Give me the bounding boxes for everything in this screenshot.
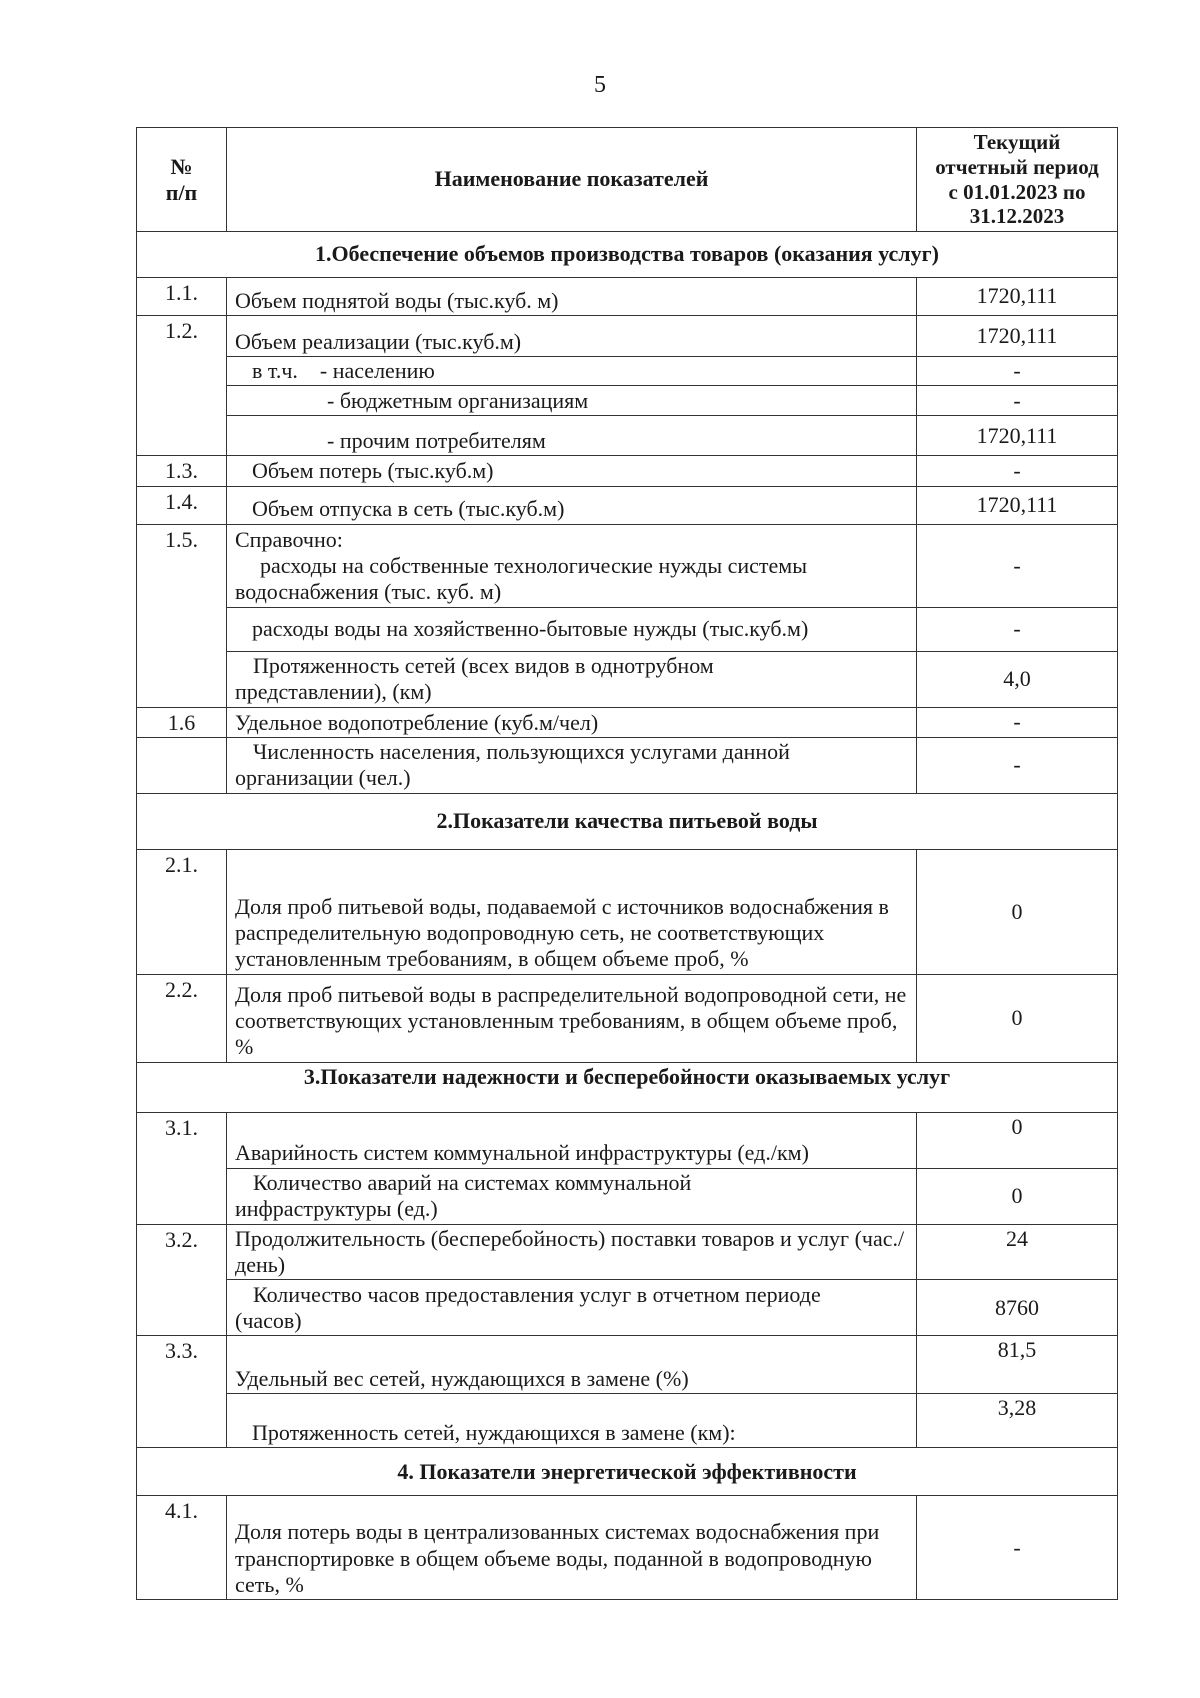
table-row	[137, 849, 1118, 974]
row-value: 8760	[917, 1280, 1118, 1336]
table-row	[137, 707, 1118, 737]
row-value: 1720,111	[917, 416, 1118, 456]
row-value: -	[917, 456, 1118, 486]
row-name-line1: Количество аварий на системах коммунальной	[253, 1169, 692, 1195]
row-name: Доля проб питьевой воды в распределительной водопроводной сети, не соответствующих установленным требованиям, в общем объеме проб, %	[227, 974, 917, 1062]
table-row	[137, 974, 1118, 1062]
table-row	[137, 524, 1118, 607]
row-num-empty	[137, 737, 227, 793]
table-row	[137, 416, 1118, 456]
table-row	[137, 1112, 1118, 1168]
header-value	[917, 128, 1118, 232]
row-num: 4.1.	[137, 1496, 227, 1600]
row-value: -	[917, 737, 1118, 793]
section-title: 2.Показатели качества питьевой воды	[137, 793, 1118, 849]
row-name	[227, 737, 917, 793]
row-name: Протяженность сетей, нуждающихся в замене (км):	[227, 1394, 917, 1448]
row-num: 2.1.	[137, 849, 227, 974]
row-num: 1.2.	[137, 316, 227, 456]
table-row	[137, 386, 1118, 416]
row-name: Продолжительность (бесперебойность) поставки товаров и услуг (час./день)	[227, 1224, 917, 1280]
row-name	[227, 1168, 917, 1224]
row-num: 2.2.	[137, 974, 227, 1062]
row-name-line2: (часов)	[235, 1307, 302, 1333]
row-num: 1.3.	[137, 456, 227, 486]
row-value: -	[917, 607, 1118, 651]
row-name-line2: представлении), (км)	[235, 679, 432, 705]
row-value: -	[917, 386, 1118, 416]
row-name: Доля потерь воды в централизованных системах водоснабжения при транспортировке в общем объеме воды, поданной в водопроводную сеть, %	[227, 1496, 917, 1600]
row-name: Объем поднятой воды (тыс.куб. м)	[227, 278, 917, 316]
table-row	[137, 278, 1118, 316]
row-value: -	[917, 1496, 1118, 1600]
row-name: Удельное водопотребление (куб.м/чел)	[227, 707, 917, 737]
section-title: 4. Показатели энергетической эффективности	[137, 1448, 1118, 1496]
table-row	[137, 357, 1118, 386]
row-value: 1720,111	[917, 486, 1118, 524]
row-name: Объем реализации (тыс.куб.м)	[227, 316, 917, 357]
row-value: 1720,111	[917, 316, 1118, 357]
row-num: 3.3.	[137, 1336, 227, 1448]
row-name: - бюджетным организациям	[227, 386, 917, 416]
row-name	[227, 524, 917, 607]
row-value: 1720,111	[917, 278, 1118, 316]
row-name: расходы воды на хозяйственно-бытовые нужды (тыс.куб.м)	[227, 607, 917, 651]
section-title: 3.Показатели надежности и бесперебойности оказываемых услуг	[137, 1062, 1118, 1112]
row-name: - прочим потребителям	[227, 416, 917, 456]
row-name: Объем потерь (тыс.куб.м)	[227, 456, 917, 486]
table-row	[137, 1336, 1118, 1394]
row-value: 3,28	[917, 1394, 1118, 1448]
section-title: 1.Обеспечение объемов производства товаров (оказания услуг)	[137, 232, 1118, 278]
table-row	[137, 737, 1118, 793]
row-name-line1: расходы на собственные технологические нужды системы	[260, 553, 807, 578]
row-name-line1: Численность населения, пользующихся услугами данной	[253, 738, 790, 764]
table-row	[137, 1168, 1118, 1224]
row-name: в т.ч. - населению	[227, 357, 917, 386]
page-number: 5	[594, 72, 606, 98]
row-num: 1.4.	[137, 486, 227, 524]
row-name	[227, 651, 917, 707]
row-name-line2: водоснабжения (тыс. куб. м)	[235, 579, 502, 605]
row-num: 3.1.	[137, 1112, 227, 1224]
row-name: Аварийность систем коммунальной инфраструктуры (ед./км)	[227, 1112, 917, 1168]
header-num-text: № п/п	[165, 153, 198, 205]
header-value-text: Текущий отчетный период с 01.01.2023 по 31.12.2023	[935, 129, 1099, 229]
row-value: 4,0	[917, 651, 1118, 707]
reference-label: Справочно:	[235, 526, 343, 552]
table-row	[137, 1496, 1118, 1600]
row-name: Объем отпуска в сеть (тыс.куб.м)	[227, 486, 917, 524]
row-name-line1: Протяженность сетей (всех видов в однотрубном	[253, 652, 714, 678]
header-name: Наименование показателей	[227, 128, 917, 232]
row-value: -	[917, 357, 1118, 386]
row-num: 1.5.	[137, 524, 227, 707]
row-value: -	[917, 524, 1118, 607]
row-value: 0	[917, 1112, 1118, 1168]
row-name-line2: организации (чел.)	[235, 765, 411, 791]
row-name	[227, 1280, 917, 1336]
row-name-line1: Количество часов предоставления услуг в отчетном периоде	[253, 1281, 821, 1307]
table-row	[137, 1394, 1118, 1448]
indicators-table	[136, 127, 1118, 1600]
table-header-row	[137, 128, 1118, 232]
section-row	[137, 1448, 1118, 1496]
row-num: 3.2.	[137, 1224, 227, 1336]
row-name: Доля проб питьевой воды, подаваемой с источников водоснабжения в распределительную водопроводную сеть, не соответствующих установленным требованиям, в общем объеме проб, %	[227, 849, 917, 974]
row-num: 1.6	[137, 707, 227, 737]
row-value: -	[917, 707, 1118, 737]
table-row	[137, 607, 1118, 651]
row-value: 81,5	[917, 1336, 1118, 1394]
row-value: 24	[917, 1224, 1118, 1280]
table-row	[137, 651, 1118, 707]
row-num: 1.1.	[137, 278, 227, 316]
table-row	[137, 316, 1118, 357]
table-row	[137, 1280, 1118, 1336]
section-row	[137, 793, 1118, 849]
row-value: 0	[917, 1168, 1118, 1224]
row-name-line2: инфраструктуры (ед.)	[235, 1196, 438, 1222]
section-row	[137, 1062, 1118, 1112]
row-value: 0	[917, 974, 1118, 1062]
header-num	[137, 128, 227, 232]
row-value: 0	[917, 849, 1118, 974]
row-name: Удельный вес сетей, нуждающихся в замене (%)	[227, 1336, 917, 1394]
table-row	[137, 456, 1118, 486]
table-row	[137, 1224, 1118, 1280]
table-row	[137, 486, 1118, 524]
section-row	[137, 232, 1118, 278]
